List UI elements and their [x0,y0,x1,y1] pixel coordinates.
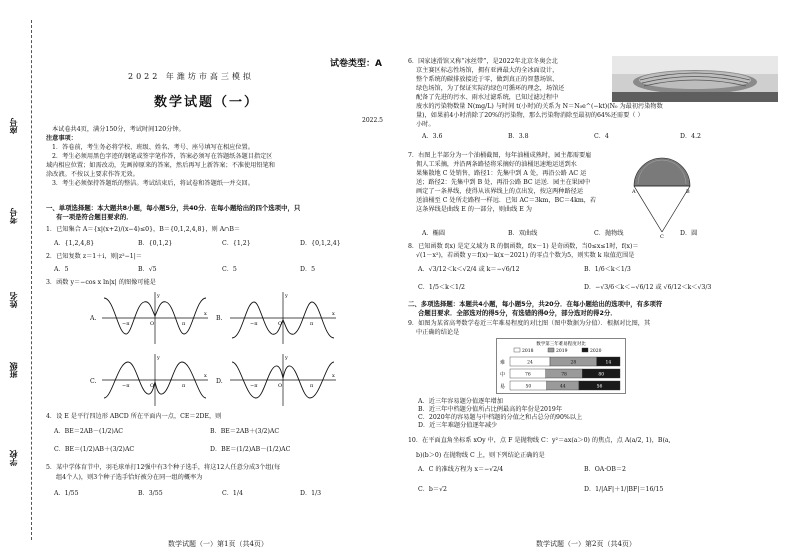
q3-opt-b-label: B. [216,315,223,322]
q7-line: 画定了一条界线，使得从该界线上的点出发，按这两种路径运 [416,188,584,195]
graph-b-neg-pi: −π [250,321,258,327]
q10-opt-c: C．b＝√2 [418,486,447,493]
q7-opt-b: B．双曲线 [508,230,538,237]
q3-stem: 3．函数 y＝−cos x ln|x| 的图像可能是 [46,279,156,286]
q9-line: 中正确的结论是 [416,329,460,336]
q6-line: 京主赛区标志性场馆，拥有亚洲最大的全冰面设计， [416,67,559,74]
q10-opt-b: B．OA·OB＝2 [584,466,626,473]
q3-opt-c-label: C. [90,378,97,385]
q10-opt-d: D．1/|AF|＋1/|BF|＝16/15 [584,486,664,493]
section2-title: 二、多项选择题：本题共4小题，每小题5分，共20分．在每小题给出的选项中，有多项符 [408,300,663,308]
paper-type: 试卷类型：A [330,59,382,69]
q10-line: 10．在平面直角坐标系 xOy 中，点 F 是抛物线 C：y²＝ax(a＞0) 的焦点，点 A(a/2, 1)，B(a, [408,437,671,444]
q4-opt-a: A．BE＝2AB－(1/2)AC [54,428,124,435]
q4-opt-b: B．BE＝2AB＋(3/2)AC [210,428,280,435]
graph-a-x: x [204,311,207,317]
q6-line: 整个系统的碳排放接近于零，做到真正的智慧场馆、 [416,76,559,83]
note-item: 3．考生必须保持答题纸的整洁。考试结束后，将试卷和答题纸一并交回。 [52,180,254,187]
graph-a-origin: O [150,321,155,327]
q7-opt-d: D．圆 [680,230,698,237]
q7-line: 佣人工采摘，并沿两条路径将采摘好的油桶迅速地运送到水 [416,161,577,168]
q1-opt-c: C．{1,2} [222,240,251,247]
q7-line: 果集散地 C 处销售，路径1：先集中到 A 处，再沿公路 AC 运 [416,170,587,177]
q5-opt-a: A．1/55 [54,490,79,497]
q10-line: b)(b＞0) 在抛物线 C 上，则下列结论正确的是 [416,452,545,459]
bar-value-label: 28 [570,360,577,366]
q2-opt-c: C．5 [222,266,237,273]
subject-title: 数学试题（一） [154,95,260,110]
q7-line: 送油桶至 C 处所走路程一样远．已知 AC＝3km，BC＝4km，若 [416,197,597,204]
graph-d-y: y [285,355,288,361]
q2-stem: 2．已知复数 z＝1＋i，则|z²−1|＝ [46,253,142,260]
graph-c-neg-pi: −π [122,383,130,389]
legend-swatch-2019 [548,348,554,352]
q8-opt-c: C．1/5＜k＜1/2 [418,284,465,291]
q5-opt-b: B．3/55 [138,490,163,497]
q6-line: 配备了先进的污水、雨水过滤系统，已知过滤过程中 [416,94,559,101]
q2-opt-b: B．√5 [138,266,157,273]
graph-a [100,290,210,345]
seal-line [31,20,32,540]
q8-line: 8．已知函数 f(x) 是定义域为 R 的偶函数，f(x－1) 是奇函数，当0≤x≤1时，f(x)＝ [408,243,639,250]
binding-margin [0,0,40,558]
bar-value-label: 56 [596,384,603,390]
graph-d [228,352,338,407]
q9-opt-a: A．近三年容易题分值逐年增加 [418,398,503,405]
footer-right: 数学试题（一）第2页（共4页） [536,540,636,548]
q6-line: 绿色场馆，为了保证实际的绿色可循环的理念，场馆还 [416,85,565,92]
category-label: 中 [500,372,506,378]
q2-opt-a: A．5 [54,266,69,273]
graph-b-y: y [285,293,288,299]
graph-a-pi: π [182,321,186,327]
q6-line: 6．国家速滑馆又称“冰丝带”，是2022年北京冬奥会北 [408,58,558,65]
legend-label-2020: 2020 [590,349,602,354]
graph-d-pi: π [310,383,314,389]
notes-title: 注意事项： [46,135,77,142]
q5-opt-c: C．1/4 [222,490,243,497]
legend-swatch-2018 [514,348,520,352]
q1-opt-d: D．{0,1,2,4} [300,240,341,247]
q9-line: 9．如图为某省高考数学卷近三年难易程度的对比图（图中数据为分值）．根据对比图，其 [408,320,651,327]
ice-ribbon-photo [612,56,778,102]
graph-c-origin: O [150,383,155,389]
q2-opt-d: D．5 [300,266,316,273]
q7-line: 送；路径2：先集中到 B 处，再沿公路 BC 运送．园主在果园中 [416,179,591,186]
bar-value-label: 78 [561,372,567,378]
q1-opt-b: B．{0,1,2} [138,240,173,247]
legend-swatch-2020 [582,348,588,352]
q7-line: 7．右图上半部分为一个油桶截图，每年油桶成熟时，园主都需要雇 [408,152,592,159]
graph-a-neg-pi: −π [122,321,130,327]
q9-opt-d: D．近三年难题分值逐年减少 [418,422,498,429]
section1-title-cont: 有一项是符合题目要求的． [56,213,133,221]
q7-point-b: B [686,189,690,195]
graph-c-x: x [204,373,207,379]
q7-opt-a: A．椭圆 [422,230,446,237]
q7-figure [632,146,692,238]
graph-b-x: x [332,311,335,317]
note-item: 2．考生必须用黑色字迹的钢笔或签字笔作答，答案必须写在答题纸各题目指定区 [52,153,273,160]
category-label: 难 [500,360,506,366]
q4-stem: 4．设 E 是平行四边形 ABCD 所在平面内一点，CE＝2DE，则 [46,413,222,420]
bar-value-label: 76 [524,372,531,378]
name-label: 姓名 [8,292,18,308]
legend-label-2019: 2019 [556,349,568,354]
exam-title: 2022 年潍坊市高三模拟 [128,72,254,81]
q7-line: 这条界线是曲线 E 的一部分，则曲线 E 为 [416,206,532,213]
bar-value-label: 50 [525,384,532,390]
q7-point-c: C [660,234,664,238]
intro-text: 本试卷共4页，满分150分，考试时间120分钟。 [52,126,185,133]
q10-opt-a: A．C 的准线方程为 x＝−√2/4 [418,466,504,473]
school-label: 学校 [8,450,18,466]
chart-title: 数学第三年难易程度对比 [536,342,586,347]
q7-opt-c: C．抛物线 [594,230,624,237]
q1-opt-a: A．{1,2,4,8} [54,240,95,247]
graph-d-x: x [332,373,335,379]
q8-opt-b: B．1/6＜k＜1/3 [584,266,631,273]
graph-b [228,290,338,345]
graph-d-neg-pi: −π [250,383,258,389]
exam-date: 2022.5 [362,117,383,124]
class-label: 班级 [8,362,18,378]
seat-label: 座号 [8,118,18,134]
q8-opt-a: A．√3/12＜k＜√2/4 或 k＝−√6/12 [418,266,520,273]
q6-opt-a: A．3.6 [422,133,443,140]
q6-line: 小时。 [416,121,435,128]
q9-opt-b: B．近三年中档题分值所占比例最高的年份是2019年 [418,406,563,413]
q6-opt-c: C．4 [594,133,609,140]
note-item: 涂改液。不按以上要求作答无效。 [46,171,139,178]
graph-a-y: y [157,293,160,299]
difficulty-chart [496,338,626,394]
graph-c-y: y [157,355,160,361]
q4-opt-d: D．BE＝(1/2)AB－(1/2)AC [210,446,291,453]
graph-c [100,352,210,407]
q4-opt-c: C．BE＝(1/2)AB＋(3/2)AC [54,446,135,453]
q6-line: 量)，如果前4小时消除了20%的污染物，那么污染物消除至最初的64%还需要（ ） [416,112,644,119]
q5-opt-d: D．1/3 [300,490,322,497]
q8-line: √(1－x²)，若函数 y＝f(x)－k(x－2021) 的零点个数为5，则实数 k 取值范围是 [416,252,635,259]
q7-point-a: A [632,189,636,195]
note-item: 域内相应位置；如需改动，先画掉原来的答案，然后再写上新答案；不准使用铅笔和 [46,162,275,169]
bar-value-label: 24 [527,360,533,366]
section2-title-cont: 合题目要求．全部选对的得5分，有选错的得0分，部分选对的得2分． [418,309,617,317]
bar-value-label: 44 [559,384,566,390]
graph-d-origin: O [278,383,283,389]
q9-opt-c: C．2020年的容易题与中档题的分值之和占总分的90%以上 [418,414,583,421]
q6-line: 废水的污染物数量 N(mg/L) 与时间 t(小时)的关系为 N＝N₀e^(−kt)(N₀ 为最初污染物数 [416,103,663,110]
exam-number-label: 考号 [8,208,18,224]
q3-opt-a-label: A. [90,315,97,322]
graph-b-pi: π [310,321,314,327]
legend-label-2018: 2018 [522,349,534,354]
bar-value-label: 14 [605,360,612,366]
q5-stem-cont: 组4个人)，则3个种子选手恰好被分在同一组的概率为 [56,474,203,481]
q6-opt-b: B．3.8 [508,133,529,140]
note-item: 1．答卷前，考生务必将学校、班级、姓名、考号、座号填写在相应位置。 [52,144,254,151]
q6-opt-d: D．4.2 [680,133,701,140]
footer-left: 数学试题（一）第1页（共4页） [168,540,268,548]
bar-value-label: 80 [598,372,605,378]
graph-c-pi: π [182,383,186,389]
q3-opt-d-label: D. [216,378,223,385]
section1-title: 一、单项选择题：本大题共8小题，每小题5分，共40分．在每小题给出的四个选项中，只 [46,204,301,212]
graph-b-origin: O [278,321,283,327]
q8-opt-d: D．−√3/6＜k＜−√6/12 或 √6/12＜k＜√3/3 [584,284,712,291]
q1-stem: 1．已知集合 A＝{x|(x+2)/(x−4)≤0}，B＝{0,1,2,4,8}，则 A∩B＝ [46,226,241,233]
category-label: 易 [500,384,506,390]
q5-stem: 5．某中学体育节中，羽毛球单打12强中有3个种子选手，将这12人任意分成3个组(每 [46,464,281,471]
